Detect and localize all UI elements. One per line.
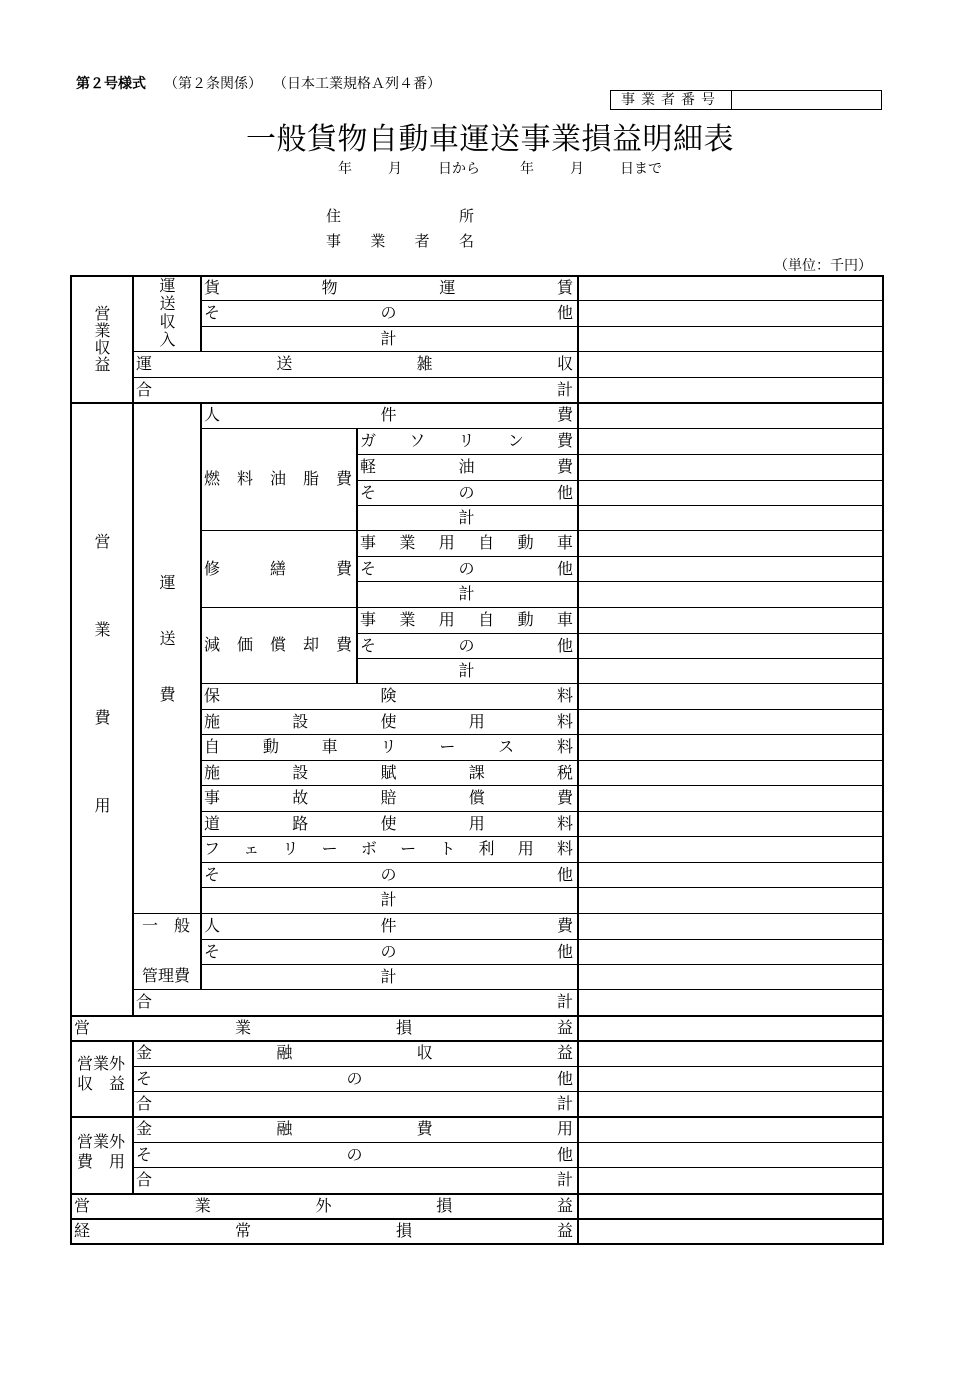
label-char: 営	[74, 1195, 91, 1215]
label-char: 他	[556, 482, 573, 502]
label-char: 業	[194, 1195, 211, 1215]
label-char: そ	[136, 1068, 153, 1088]
transport-other-row	[204, 301, 573, 325]
label-char: 常	[234, 1221, 251, 1240]
label-char: 費	[556, 405, 573, 424]
label-char: そ	[360, 558, 377, 578]
dep-vehicle-row-value[interactable]	[579, 608, 882, 632]
label-char: 業	[370, 232, 386, 250]
insurance-row-value[interactable]	[579, 684, 882, 708]
label-char: 用	[438, 610, 455, 629]
label-char: 他	[556, 941, 573, 961]
label-char: 使	[380, 711, 397, 731]
depreciation-header	[204, 633, 352, 657]
business-name-label	[326, 230, 474, 251]
repair-other-row-value[interactable]	[579, 557, 882, 580]
page-title: 一般貨物自動車運送事業損益明細表	[246, 122, 734, 157]
business-number-field[interactable]	[732, 91, 881, 109]
label-char: 設	[292, 711, 309, 731]
label-char: 計	[556, 992, 573, 1011]
te-other-row-value[interactable]	[579, 863, 882, 886]
fin-income-row	[136, 1041, 573, 1065]
label-char: 合	[136, 379, 153, 399]
label-char: 益	[556, 1195, 573, 1215]
repair-total-row: 計	[458, 584, 475, 603]
label-char: 燃	[204, 469, 221, 488]
misc-income-row-value[interactable]	[579, 352, 882, 376]
fuel-header	[204, 467, 352, 491]
car-lease-row	[204, 735, 573, 759]
label-char: 自	[478, 533, 495, 552]
label-char: 費	[335, 558, 352, 578]
label-char: の	[346, 1068, 363, 1088]
light-oil-row-value[interactable]	[579, 455, 882, 479]
label-char: 課	[468, 762, 485, 782]
dep-vehicle-row	[360, 608, 573, 632]
repair-vehicle-row	[360, 531, 573, 555]
label-char: 事	[360, 610, 377, 629]
label-char: 益	[556, 1017, 573, 1037]
label-char: 合	[136, 1093, 153, 1113]
transport-revenue-header-text: 運送収入	[157, 277, 176, 349]
operating-profit-row	[74, 1016, 573, 1040]
facility-use-row-value[interactable]	[579, 710, 882, 733]
revenue-total-row	[136, 378, 573, 402]
transport-expenses-header-text: 運送費	[157, 573, 176, 742]
label-char: ト	[439, 839, 456, 858]
label-char: 他	[556, 635, 573, 655]
label-char: 他	[556, 558, 573, 578]
label-char: ソ	[409, 431, 426, 450]
operating-expenses-header-text: 営業費用	[92, 532, 111, 885]
car-lease-row-value[interactable]	[579, 735, 882, 759]
road-use-row-value[interactable]	[579, 812, 882, 835]
business-number-box	[610, 90, 882, 110]
label-char: 損	[395, 1017, 412, 1037]
period-from: 日から	[438, 161, 480, 177]
ne-total-row	[136, 1168, 573, 1192]
te-total-row: 計	[380, 890, 397, 909]
ga-other-row-value[interactable]	[579, 940, 882, 963]
dep-other-row-value[interactable]	[579, 634, 882, 657]
fuel-total-row-value[interactable]	[579, 506, 882, 529]
nr-total-row-value[interactable]	[579, 1092, 882, 1115]
label-char: 合	[136, 1170, 153, 1189]
label-char: 施	[204, 762, 221, 782]
personnel-row-value[interactable]	[579, 403, 882, 427]
label-char: 所	[458, 207, 474, 225]
label-char: 料	[556, 686, 573, 705]
ordinary-profit-row	[74, 1219, 573, 1243]
label-char: 業	[234, 1017, 251, 1037]
label-char: 賦	[380, 762, 397, 782]
label-char: 自	[478, 610, 495, 629]
dep-other-row	[360, 634, 573, 658]
label-char: 件	[380, 916, 397, 935]
operating-profit-row-value[interactable]	[579, 1016, 882, 1039]
label-char: 施	[204, 711, 221, 731]
fuel-other-row	[360, 481, 573, 505]
general-admin-header-2: 管理費	[141, 966, 190, 985]
expense-total-row	[136, 990, 573, 1014]
label-char: 減	[204, 635, 221, 654]
ordinary-profit-row-value[interactable]	[579, 1219, 882, 1243]
label-char: 償	[269, 635, 286, 654]
label-char: の	[458, 558, 475, 578]
label-char: 費	[335, 469, 352, 488]
label-char: 油	[269, 469, 286, 488]
label-char: 保	[204, 686, 221, 705]
label-char: 益	[556, 1043, 573, 1062]
label-char: 合	[136, 992, 153, 1011]
label-char: 人	[204, 405, 221, 424]
label-char: そ	[204, 941, 221, 961]
label-char: 動	[517, 610, 534, 629]
label-char: 運	[439, 277, 456, 297]
label-char: 脂	[302, 469, 319, 488]
transport-revenue-header	[132, 275, 200, 351]
label-char: 事	[204, 788, 221, 807]
label-char: 事	[326, 232, 342, 250]
label-char: リ	[380, 737, 397, 756]
fuel-other-row-value[interactable]	[579, 481, 882, 504]
address-label	[326, 205, 474, 226]
label-char: 営	[74, 1017, 91, 1037]
label-char: 融	[276, 1119, 293, 1138]
nr-other-row-value[interactable]	[579, 1067, 882, 1090]
label-char: 価	[236, 635, 253, 654]
transport-total-row-value[interactable]	[579, 327, 882, 350]
form-number: 第２号様式	[76, 76, 146, 92]
te-total-row-value[interactable]	[579, 888, 882, 912]
label-char: 車	[321, 737, 338, 756]
period-month-2: 月	[570, 161, 584, 177]
label-char: 動	[262, 737, 279, 756]
label-char: 他	[556, 864, 573, 884]
label-char: そ	[204, 864, 221, 884]
label-char: 賠	[380, 788, 397, 807]
nonop-profit-row	[74, 1194, 573, 1218]
dep-total-row-value[interactable]	[579, 659, 882, 682]
label-char: ン	[507, 431, 524, 450]
label-char: 修	[204, 558, 221, 578]
ga-personnel-row	[204, 914, 573, 938]
label-char: 費	[556, 431, 573, 450]
label-char: 事	[360, 533, 377, 552]
label-char: 者	[414, 232, 430, 250]
light-oil-row	[360, 455, 573, 479]
accident-row-value[interactable]	[579, 786, 882, 810]
label-char: 却	[302, 635, 319, 654]
te-other-row	[204, 863, 573, 887]
nonop-revenue-header-1: 営業外	[76, 1054, 125, 1073]
form-header	[76, 73, 441, 93]
ferry-row	[204, 837, 573, 861]
label-char: 油	[458, 457, 475, 476]
label-char: 動	[517, 533, 534, 552]
label-char: ボ	[360, 839, 377, 858]
label-char: 貨	[204, 277, 221, 297]
period-to: 日まで	[620, 161, 662, 177]
nr-total-row	[136, 1092, 573, 1116]
label-char: 料	[556, 813, 573, 833]
gasoline-row	[360, 429, 573, 453]
ga-other-row	[204, 940, 573, 964]
label-char: 償	[468, 788, 485, 807]
label-char: 故	[292, 788, 309, 807]
ga-total-row: 計	[380, 966, 397, 986]
personnel-row	[204, 403, 573, 427]
label-char: 計	[556, 379, 573, 399]
insurance-row	[204, 684, 573, 708]
label-char: そ	[136, 1144, 153, 1164]
label-char: 損	[436, 1195, 453, 1215]
misc-income-row	[136, 352, 573, 376]
label-char: ス	[498, 737, 515, 756]
transport-expenses-header	[132, 402, 200, 913]
label-char: リ	[282, 839, 299, 858]
expense-total-row-value[interactable]	[579, 990, 882, 1014]
ferry-row-value[interactable]	[579, 837, 882, 861]
label-char: 外	[315, 1195, 332, 1215]
fin-income-row-value[interactable]	[579, 1041, 882, 1065]
gasoline-row-value[interactable]	[579, 429, 882, 453]
revenue-total-row-value[interactable]	[579, 378, 882, 401]
label-char: 使	[380, 813, 397, 833]
label-char: 費	[335, 635, 352, 654]
business-number-label: 事業者番号	[611, 91, 732, 109]
label-char: 業	[399, 533, 416, 552]
label-char: 賃	[556, 277, 573, 297]
fin-expense-row	[136, 1117, 573, 1141]
nr-other-row	[136, 1067, 573, 1091]
road-use-row	[204, 812, 573, 836]
fin-expense-row-value[interactable]	[579, 1117, 882, 1141]
label-char: 費	[556, 788, 573, 807]
label-char: 経	[74, 1221, 91, 1240]
repair-header	[204, 557, 352, 581]
label-char: 費	[416, 1119, 433, 1138]
ga-total-row-value[interactable]	[579, 965, 882, 988]
label-char: 費	[556, 916, 573, 935]
label-char: 運	[136, 354, 153, 373]
label-char: 険	[380, 686, 397, 705]
label-char: 費	[556, 457, 573, 476]
ga-personnel-row-value[interactable]	[579, 914, 882, 938]
label-char: 計	[556, 1093, 573, 1113]
label-char: 自	[204, 737, 221, 756]
label-char: 人	[204, 916, 221, 935]
label-char: 用	[438, 533, 455, 552]
label-char: 融	[276, 1043, 293, 1062]
label-char: 用	[468, 813, 485, 833]
label-char: 益	[556, 1221, 573, 1240]
ne-other-row	[136, 1143, 573, 1167]
label-char: 利	[478, 839, 495, 858]
label-char: 用	[556, 1119, 573, 1138]
dep-total-row: 計	[458, 660, 475, 680]
operating-revenue-header-text: 営業収益	[92, 304, 111, 373]
nonop-expense-header-2: 費 用	[76, 1152, 125, 1171]
label-char: 車	[556, 610, 573, 629]
label-char: 設	[292, 762, 309, 782]
label-char: 物	[321, 277, 338, 297]
paper-size: （日本工業規格Ａ列４番）	[280, 76, 441, 92]
label-char: 収	[556, 354, 573, 373]
label-char: ー	[439, 737, 456, 756]
facility-tax-row	[204, 761, 573, 785]
form-related-article: （第２条関係）	[164, 76, 262, 92]
label-char: 用	[517, 839, 534, 858]
label-char: 金	[136, 1043, 153, 1062]
nonop-revenue-header-2: 収 益	[76, 1074, 125, 1093]
period-year-2: 年	[520, 161, 534, 177]
label-char: 他	[556, 1068, 573, 1088]
label-char: 雑	[416, 354, 433, 373]
period-year-1: 年	[338, 161, 352, 177]
fuel-total-row: 計	[458, 507, 475, 527]
label-char: の	[380, 941, 397, 961]
freight-row-value[interactable]	[579, 276, 882, 299]
label-char: の	[380, 303, 397, 322]
label-char: の	[458, 635, 475, 655]
label-char: 車	[556, 533, 573, 552]
transport-total-row: 計	[380, 328, 397, 348]
label-char: ガ	[360, 431, 377, 450]
label-char: 道	[204, 813, 221, 833]
repair-other-row	[360, 557, 573, 581]
freight-row	[204, 276, 573, 300]
facility-tax-row-value[interactable]	[579, 761, 882, 784]
label-char: 送	[276, 354, 293, 373]
repair-vehicle-row-value[interactable]	[579, 531, 882, 555]
label-char: そ	[204, 303, 221, 322]
label-char: 料	[236, 469, 253, 488]
ne-total-row-value[interactable]	[579, 1168, 882, 1192]
facility-use-row	[204, 710, 573, 734]
label-char: 名	[458, 232, 474, 250]
label-char: 住	[326, 207, 342, 225]
label-char: の	[380, 864, 397, 884]
label-char: の	[458, 482, 475, 502]
table-rule	[356, 428, 358, 683]
operating-revenue-header	[70, 275, 132, 402]
accident-row	[204, 786, 573, 810]
label-char: 計	[556, 1170, 573, 1189]
operating-expenses-header	[70, 402, 132, 1015]
ne-other-row-value[interactable]	[579, 1143, 882, 1166]
label-char: 軽	[360, 457, 377, 476]
label-char: そ	[360, 482, 377, 502]
label-char: 業	[399, 610, 416, 629]
unit-label: （単位：千円）	[774, 258, 872, 274]
label-char: 件	[380, 405, 397, 424]
label-char: 料	[556, 839, 573, 858]
label-char: 収	[416, 1043, 433, 1062]
label-char: 繕	[269, 558, 286, 578]
repair-total-row-value[interactable]	[579, 582, 882, 606]
period-month-1: 月	[388, 161, 402, 177]
label-char: の	[346, 1144, 363, 1164]
label-char: 他	[556, 1144, 573, 1164]
label-char: 損	[395, 1221, 412, 1240]
nonop-expense-header-1: 営業外	[76, 1132, 125, 1151]
table-rule	[132, 1040, 134, 1193]
label-char: ェ	[243, 839, 260, 858]
label-char: 料	[556, 737, 573, 756]
label-char: ー	[321, 839, 338, 858]
label-char: リ	[458, 431, 475, 450]
label-char: 税	[556, 762, 573, 782]
label-char: そ	[360, 635, 377, 655]
label-char: 用	[468, 711, 485, 731]
label-char: 金	[136, 1119, 153, 1138]
general-admin-header-1: 一 般	[141, 916, 190, 935]
label-char: 他	[556, 303, 573, 322]
transport-other-row-value[interactable]	[579, 301, 882, 325]
label-char: フ	[204, 839, 221, 858]
label-char: ー	[400, 839, 417, 858]
nonop-profit-row-value[interactable]	[579, 1194, 882, 1217]
label-char: 料	[556, 711, 573, 731]
label-char: 路	[292, 813, 309, 833]
